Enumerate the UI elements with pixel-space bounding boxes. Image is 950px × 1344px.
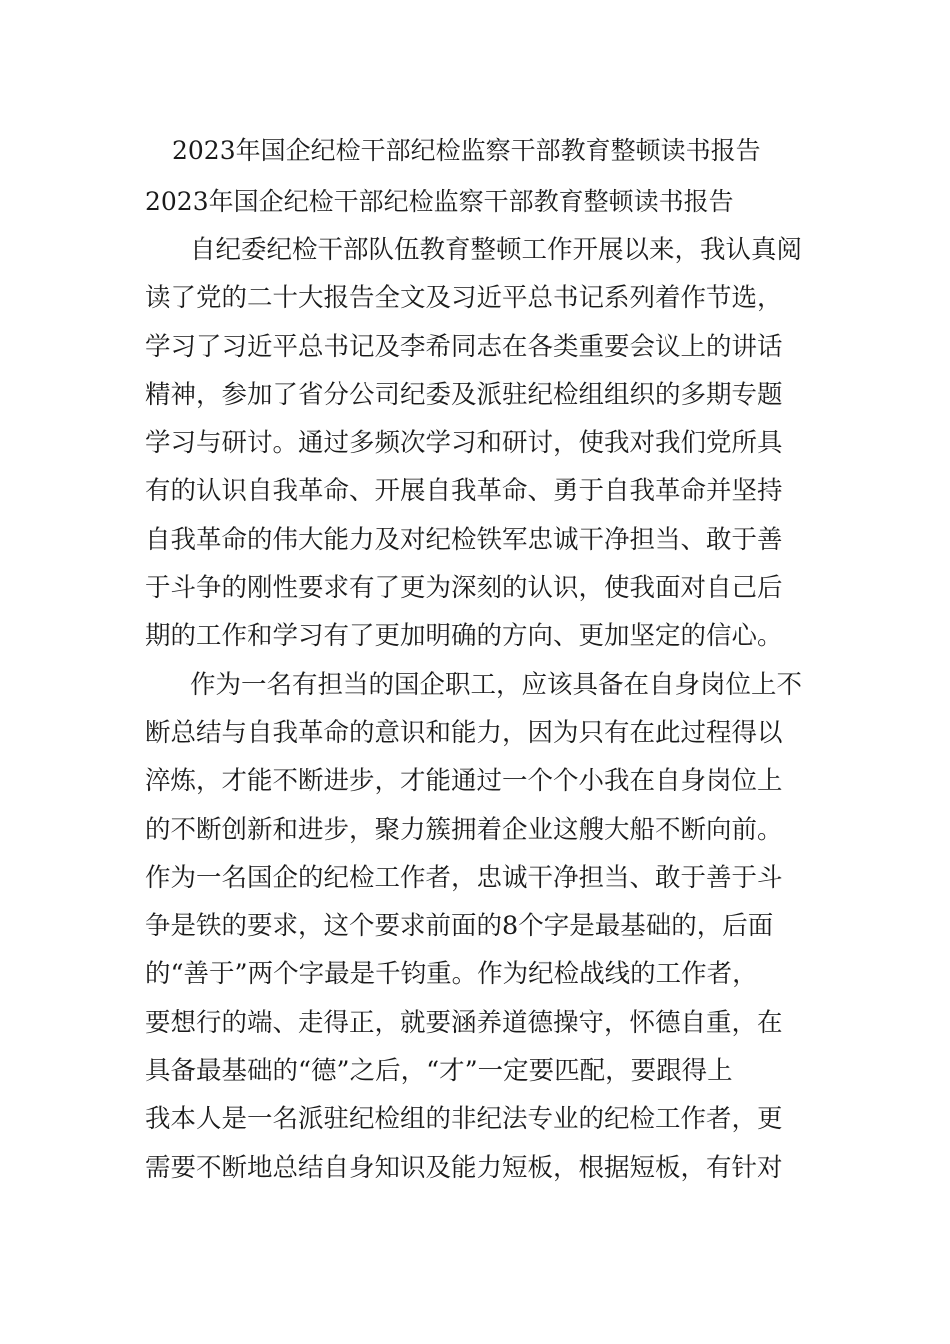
paragraph-1-line: 精神，参加了省分公司纪委及派驻纪检组组织的多期专题 (145, 379, 783, 410)
paragraph-1-line: 学习与研讨。通过多频次学习和研讨，使我对我们党所具 (145, 428, 783, 459)
paragraph-1-line: 自我革命的伟大能力及对纪检铁军忠诚干净担当、敢于善 (145, 524, 783, 555)
paragraph-2-line: 需要不断地总结自身知识及能力短板，根据短板，有针对 (145, 1152, 783, 1183)
paragraph-2-line: 争是铁的要求，这个要求前面的8个字是最基础的，后面 (145, 911, 774, 942)
document-body (145, 226, 807, 1192)
document-subtitle: 2023年国企纪检干部纪检监察干部教育整顿读书报告 (145, 187, 734, 216)
paragraph-1-line: 有的认识自我革命、开展自我革命、勇于自我革命并坚持 (145, 476, 783, 507)
paragraph-2-line: 作为一名有担当的国企职工，应该具备在自身岗位上不 (190, 669, 803, 700)
paragraph-2-line: 要想行的端、走得正，就要涵养道德操守，怀德自重，在 (145, 1007, 783, 1038)
document-title: 2023年国企纪检干部纪检监察干部教育整顿读书报告 (172, 136, 761, 165)
paragraph-1-line: 于斗争的刚性要求有了更为深刻的认识，使我面对自己后 (145, 573, 783, 604)
paragraph-1-line: 读了党的二十大报告全文及习近平总书记系列着作节选， (145, 283, 783, 314)
paragraph-1-line: 学习了习近平总书记及李希同志在各类重要会议上的讲话 (145, 331, 783, 362)
paragraph-2-line: 具备最基础的“德”之后，“才”一定要匹配，要跟得上 (145, 1056, 733, 1087)
paragraph-2-line: 作为一名国企的纪检工作者，忠诚干净担当、敢于善于斗 (145, 862, 783, 893)
paragraph-2-line: 的“善于”两个字最是千钧重。作为纪检战线的工作者， (145, 959, 758, 990)
paragraph-1-line: 自纪委纪检干部队伍教育整顿工作开展以来，我认真阅 (190, 235, 803, 265)
paragraph-1-line: 期的工作和学习有了更加明确的方向、更加坚定的信心。 (145, 621, 783, 652)
paragraph-2-line: 我本人是一名派驻纪检组的非纪法专业的纪检工作者，更 (145, 1104, 783, 1135)
paragraph-2-line: 淬炼，才能不断进步，才能通过一个个小我在自身岗位上 (145, 766, 783, 797)
paragraph-2-line: 的不断创新和进步，聚力簇拥着企业这艘大船不断向前。 (145, 814, 783, 845)
paragraph-2-line: 断总结与自我革命的意识和能力，因为只有在此过程得以 (145, 717, 783, 748)
